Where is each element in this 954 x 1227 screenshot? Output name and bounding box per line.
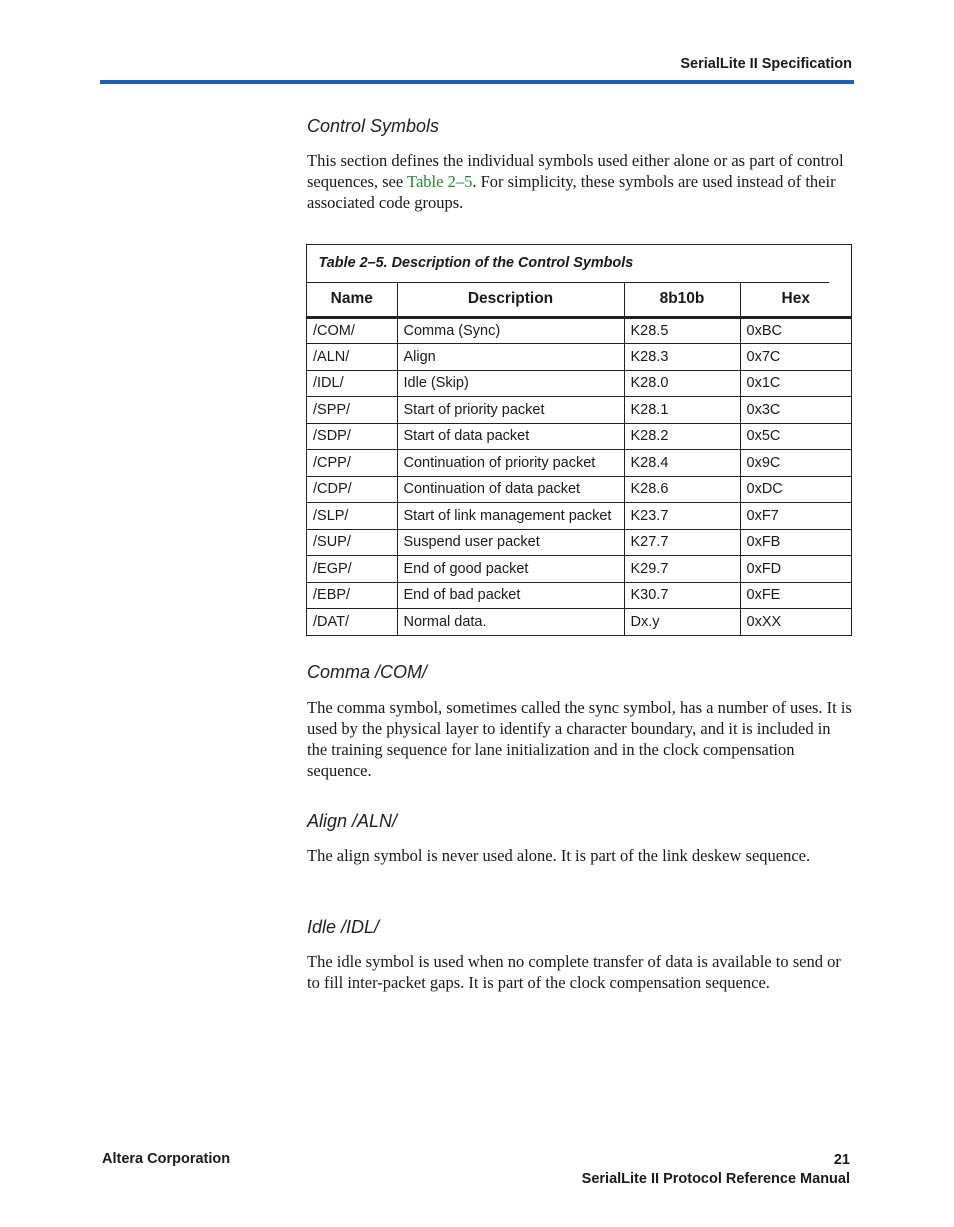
section-heading-control-symbols: Control Symbols [307, 116, 440, 136]
cell-hex: 0xFE [740, 582, 851, 609]
column-header-hex: Hex [740, 283, 851, 317]
cell-8b10b: K28.2 [624, 423, 740, 450]
table-cross-reference-link[interactable]: Table 2–5 [407, 172, 473, 191]
column-header-description: Description [397, 283, 624, 317]
cell-hex: 0x1C [740, 370, 851, 397]
cell-name: /SDP/ [307, 423, 397, 450]
section-heading-comma: Comma /COM/ [307, 662, 428, 682]
cell-name: /EBP/ [307, 582, 397, 609]
table-header-row [307, 283, 851, 317]
cell-hex: 0xXX [746, 614, 782, 630]
cell-8b10b: K23.7 [624, 503, 740, 530]
cell-hex: 0x5C [740, 423, 851, 450]
cell-name: /EGP/ [307, 556, 397, 583]
table-row [307, 397, 851, 424]
table-row [307, 317, 851, 344]
table-caption: Table 2–5. Description of the Control Symbols [307, 245, 829, 283]
comma-paragraph: The comma symbol, sometimes called the sync symbol, has a number of uses. It is used by the physical layer to identify a character boundary, and it is included in the training sequence for lane initialization and in the clock compensation sequence. [307, 698, 852, 780]
cell-description: End of good packet [397, 556, 624, 583]
manual-title: SerialLite II Protocol Reference Manual [581, 1171, 850, 1187]
table-row [307, 423, 851, 450]
cell-description: Suspend user packet [397, 529, 624, 556]
cell-8b10b: K28.5 [624, 317, 740, 344]
cell-name: /CDP/ [307, 476, 397, 503]
column-header-name: Name [307, 283, 397, 317]
cell-8b10b: K28.6 [624, 476, 740, 503]
table-row [307, 370, 851, 397]
table-row [307, 609, 851, 636]
cell-name: /ALN/ [307, 344, 397, 371]
table-row [307, 476, 851, 503]
paragraph-text: . For simplicity, these symbols are used instead of their associated code groups. [307, 172, 836, 212]
table-row [307, 556, 851, 583]
cell-hex: 0x9C [740, 450, 851, 477]
cell-description: End of bad packet [397, 582, 624, 609]
section-heading-align: Align /ALN/ [307, 811, 398, 831]
column-header-8b10b: 8b10b [624, 283, 740, 317]
cell-hex: 0xF7 [740, 503, 851, 530]
table-row [307, 529, 851, 556]
cell-hex: 0xFD [740, 556, 851, 583]
table-row [307, 344, 851, 371]
cell-hex: 0xBC [740, 317, 851, 344]
cell-description: Normal data. [397, 609, 624, 636]
cell-name: /IDL/ [307, 370, 397, 397]
cell-description: Continuation of data packet [397, 476, 624, 503]
align-paragraph: The align symbol is never used alone. It is part of the link deskew sequence. [307, 846, 811, 865]
cell-name: /SLP/ [307, 503, 397, 530]
cell-8b10b: K28.1 [624, 397, 740, 424]
cell-name: /CPP/ [307, 450, 397, 477]
cell-description: Start of data packet [397, 423, 624, 450]
cell-8b10b: K29.7 [624, 556, 740, 583]
cell-8b10b: K30.7 [624, 582, 740, 609]
page-number: 21 [833, 1152, 850, 1168]
header-rule [100, 80, 854, 84]
footer-company: Altera Corporation [102, 1151, 231, 1167]
cell-8b10b: K27.7 [624, 529, 740, 556]
section-heading-idle: Idle /IDL/ [307, 917, 380, 937]
cell-description: Idle (Skip) [397, 370, 624, 397]
cell-name: /SUP/ [307, 529, 397, 556]
cell-name: /COM/ [307, 317, 397, 344]
cell-description: Start of priority packet [397, 397, 624, 424]
cell-hex: 0x7C [740, 344, 851, 371]
cell-description: Continuation of priority packet [397, 450, 624, 477]
footer-right-block [582, 1151, 850, 1189]
control-symbols-table [306, 244, 852, 636]
idle-paragraph: The idle symbol is used when no complete transfer of data is available to send or to fill inter-packet gaps. It is part of the clock compensation sequence. [307, 952, 841, 992]
cell-8b10b: K28.4 [624, 450, 740, 477]
cell-description: Align [397, 344, 624, 371]
cell-name: /SPP/ [307, 397, 397, 424]
cell-hex: 0xFB [740, 529, 851, 556]
cell-hex: 0x3C [740, 397, 851, 424]
control-symbols-paragraph [307, 150, 852, 213]
table-row [307, 582, 851, 609]
cell-hex: 0xDC [740, 476, 851, 503]
cell-8b10b: K28.3 [624, 344, 740, 371]
cell-8b10b: K28.0 [624, 370, 740, 397]
symbols-table-grid [307, 283, 851, 635]
cell-8b10b: Dx.y [624, 609, 740, 636]
cell-name: /DAT/ [307, 609, 397, 636]
cell-description: Start of link management packet [397, 503, 624, 530]
table-row [307, 503, 851, 530]
cell-description: Comma (Sync) [397, 317, 624, 344]
running-header: SerialLite II Specification [680, 56, 852, 72]
table-row [307, 450, 851, 477]
paragraph-text: This section defines the individual symbols used either alone or as part of control sequences, see [307, 151, 844, 191]
